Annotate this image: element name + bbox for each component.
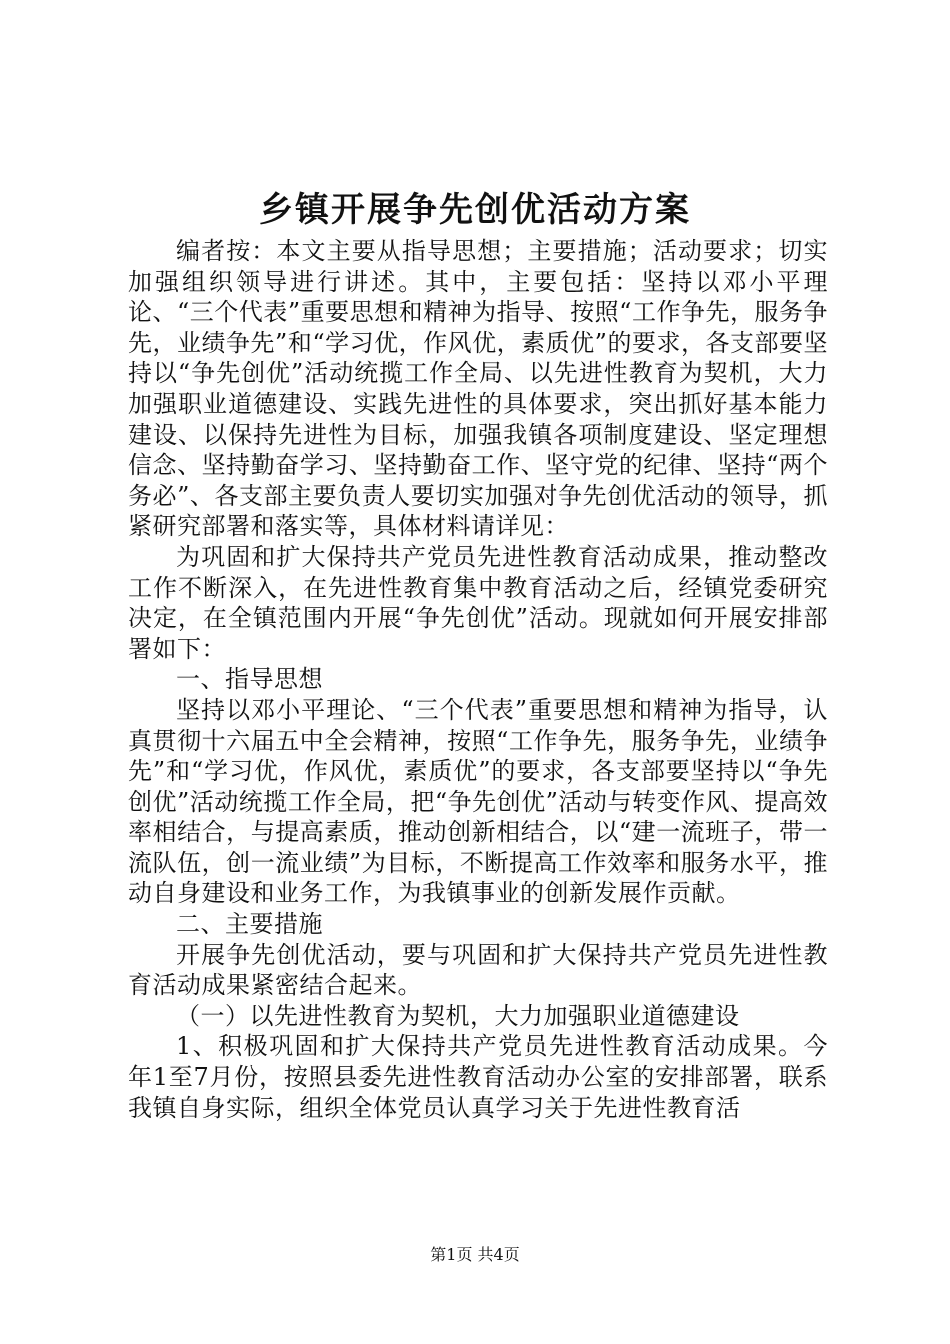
main-measures-paragraph: 开展争先创优活动，要与巩固和扩大保持共产党员先进性教育活动成果紧密结合起来。 <box>128 940 828 1000</box>
document-title: 乡镇开展争先创优活动方案 <box>259 190 691 230</box>
editor-note-paragraph: 编者按：本文主要从指导思想；主要措施；活动要求；切实加强组织领导进行讲述。其中，主要包括：坚持以邓小平理论、“三个代表”重要思想和精神为指导、按照“工作争先，服务争先，业绩争先”和“学习优，作风优，素质优”的要求，各支部要坚持以“争先创优”活动统揽工作全局、以先进性教育为契机，大力加强职业道德建设、实践先进性的具体要求，突出抓好基本能力建设、以保持先进性为目标，加强我镇各项制度建设、坚定理想信念、坚持勤奋学习、坚持勤奋工作、坚守党的纪律、坚持“两个务必”、各支部主要负责人要切实加强对争先创优活动的领导，抓紧研究部署和落实等，具体材料请详见： <box>128 237 828 541</box>
subsection-heading-1: （一）以先进性教育为契机，大力加强职业道德建设 <box>176 1001 740 1030</box>
page-footer: 第1页 共4页 <box>430 1245 520 1264</box>
section-heading-main-measures: 二、主要措施 <box>176 910 323 939</box>
intro-paragraph: 为巩固和扩大保持共产党员先进性教育活动成果，推动整改工作不断深入，在先进性教育集中教育活动之后，经镇党委研究决定，在全镇范围内开展“争先创优”活动。现就如何开展安排部署如下： <box>128 542 828 663</box>
guiding-thought-paragraph: 坚持以邓小平理论、“三个代表”重要思想和精神为指导，认真贯彻十六届五中全会精神，按照“工作争先，服务争先，业绩争先”和“学习优，作风优，素质优”的要求，各支部要坚持以“争先创优”活动统揽工作全局，把“争先创优”活动与转变作风、提高效率相结合，与提高素质，推动创新相结合，以“建一流班子，带一流队伍，创一流业绩”为目标，不断提高工作效率和服务水平，推动自身建设和业务工作，为我镇事业的创新发展作贡献。 <box>128 695 828 908</box>
section-heading-guiding-thought: 一、指导思想 <box>176 665 323 694</box>
document-body <box>128 236 828 1123</box>
item-1-paragraph: 1、积极巩固和扩大保持共产党员先进性教育活动成果。今年1至7月份，按照县委先进性教育活动办公室的安排部署，联系我镇自身实际，组织全体党员认真学习关于先进性教育活 <box>128 1032 828 1122</box>
